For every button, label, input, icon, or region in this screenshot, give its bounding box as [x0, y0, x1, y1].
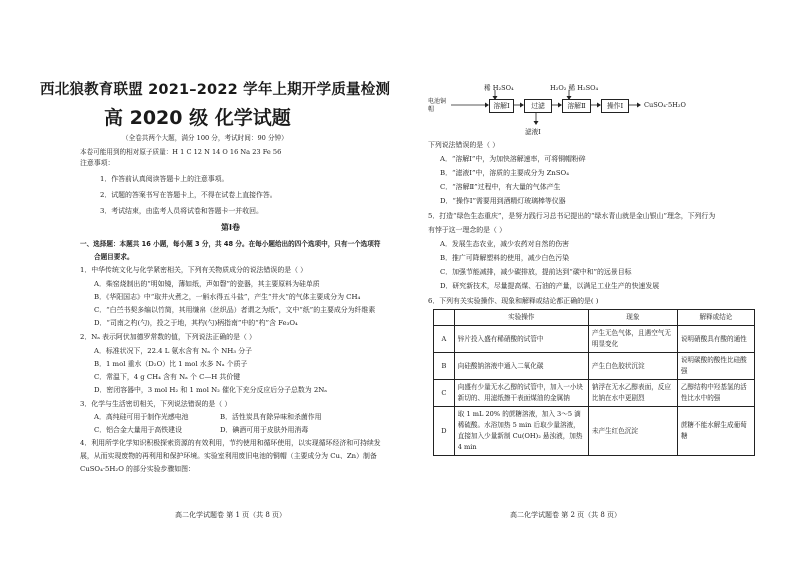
row-operation: 向盛有少量无水乙醇的试管中，加入一小块新切的、用滤纸擦干表面煤油的金属钠 — [454, 380, 588, 407]
table-row — [434, 380, 755, 407]
note-3: 3．考试结束，由监考人员将试卷和答题卡一并收回。 — [100, 207, 263, 215]
flow-product: CuSO₄·5H₂O — [644, 101, 686, 109]
q1-option-a: A．柴窑烧制出的“明如镜，薄如纸，声如磬”的瓷器，其主要原料为硅单质 — [94, 280, 320, 288]
q4-option-d: D．“操作Ⅰ”需要用到酒精灯玻璃棒等仪器 — [440, 197, 566, 205]
row-conclusion: 说明碳酸的酸性比硅酸强 — [677, 353, 754, 380]
page-footer: 高二化学试题卷 第 2 页（共 8 页） — [510, 511, 622, 519]
flow-box-dissolve-2: 溶解Ⅱ — [562, 99, 591, 113]
q6-stem: 6．下列有关实验操作、现象和解释或结论都正确的是( ) — [428, 297, 599, 305]
q4-stem-line2: 展，从而实现废物的再利用和保护环境。实验室利用废旧电池的铜帽（主要成分为 Cu、Zn）制备 — [80, 452, 377, 460]
flow-start: 电池铜帽 — [428, 98, 447, 113]
flow-top-label-2: H₂O₂ 稀 H₂SO₄ — [550, 84, 599, 92]
q3-stem: 3．化学与生活密切相关，下列说法错误的是（ ） — [80, 400, 232, 408]
flow-box-operation-1: 操作Ⅰ — [601, 99, 629, 113]
page-footer: 高二化学试题卷 第 1 页（共 8 页） — [175, 511, 287, 519]
q4-tail: 下列说法错误的是（ ） — [428, 141, 500, 149]
row-conclusion: 乙醇结构中羟基氢的活性比水中的强 — [677, 380, 754, 407]
q4-option-c: C．“溶解Ⅱ”过程中，有大量的气体产生 — [440, 183, 561, 191]
q2-stem: 2．Nₐ 表示阿伏加德罗常数的值，下列说法正确的是（ ） — [80, 333, 256, 341]
exam-title: 西北狼教育联盟 2021–2022 学年上期开学质量检测 — [40, 82, 391, 98]
q1-option-b: B．《华阳国志》中“取井火煮之，一斛水得五斗盐”，产生“井火”的气体主要成分为 CH₄ — [94, 293, 361, 301]
q1-stem: 1．中华传统文化与化学紧密相关，下列有关物质成分的说法错误的是（ ） — [80, 266, 308, 274]
q4-option-a: A．“溶解Ⅰ”中，为加快溶解速率，可将铜帽粉碎 — [440, 155, 586, 163]
q4-stem-line1: 4．利用所学化学知识积极探索资源的有效利用，节约使用和循环使用，以实现循环经济和可持续发 — [80, 439, 381, 447]
q3-option-c: C．铝合金大量用于高铁建设 — [94, 426, 182, 434]
table-header-row — [434, 310, 755, 326]
q3-option-a: A．高纯硅可用于制作光感电池 — [94, 413, 189, 421]
note-1: 1．作答前认真阅读答题卡上的注意事项。 — [100, 175, 229, 183]
q5-option-c: C．加强节能减排，减少碳排放，提前达到“碳中和”的远景目标 — [440, 268, 632, 276]
table-row — [434, 407, 755, 456]
q5-stem-line2: 有悖于这一理念的是（ ） — [428, 226, 506, 234]
q4-option-b: B．“滤液Ⅰ”中，溶质的主要成分为 ZnSO₄ — [440, 169, 569, 177]
row-phenomenon: 钠浮在无水乙醇表面，反应比钠在水中更剧烈 — [588, 380, 677, 407]
q5-option-b: B．推广可降解塑料的使用，减少白色污染 — [440, 254, 570, 262]
table-header-cell: 现象 — [588, 310, 677, 326]
exam-subtitle: （全卷共两个大题，满分 100 分，考试时间：90 分钟） — [122, 134, 288, 142]
note-2: 2．试题的答案书写在答题卡上，不得在试卷上直接作答。 — [100, 191, 277, 199]
row-operation: 取 1 mL 20% 的蔗糖溶液，加入 3～5 滴稀硫酸。水浴加热 5 min 后取少量溶液，直接加入少量新制 Cu(OH)₂ 悬浊液，加热 4 min — [454, 407, 588, 456]
right-page — [397, 0, 794, 561]
q3-option-b: B．活性炭具有除异味和杀菌作用 — [220, 413, 322, 421]
flow-filtrate: 滤液Ⅰ — [525, 128, 541, 136]
table-header-cell — [434, 310, 455, 326]
row-operation: 锌片投入盛有稀硝酸的试管中 — [454, 326, 588, 353]
q1-option-d: D．“司南之杓(勺)，投之于地，其杓(勺)柄指南”中的“杓”含 Fe₃O₄ — [94, 319, 298, 327]
q2-option-c: C．常温下，4 g CH₄ 含有 Nₐ 个 C—H 共价键 — [94, 373, 241, 381]
table-header-cell: 解释或结论 — [677, 310, 754, 326]
row-label: C — [434, 380, 455, 407]
row-label: A — [434, 326, 455, 353]
row-conclusion: 蔗糖不能水解生成葡萄糖 — [677, 407, 754, 456]
row-label: D — [434, 407, 455, 456]
experiment-table — [433, 309, 755, 456]
exam-subject-title: 高 2020 级 化学试题 — [104, 107, 291, 129]
q4-stem-line3: CuSO₄·5H₂O 的部分实验步骤如图： — [80, 465, 195, 473]
q3-option-d: D．碘酒可用于皮肤外用消毒 — [220, 426, 309, 434]
notes-heading: 注意事项： — [80, 159, 115, 167]
atomic-masses: 本卷可能用到的相对原子质量：H 1 C 12 N 14 O 16 Na 23 Fe 56 — [80, 148, 282, 156]
section-intro-line1: 一、选择题：本题共 16 小题，每小题 3 分，共 48 分。在每小题给出的四个选项中，只有一个选项符 — [80, 240, 381, 248]
q2-option-a: A．标准状况下，22.4 L 氨水含有 Nₐ 个 NH₃ 分子 — [94, 347, 252, 355]
row-conclusion: 说明硝酸具有酸的通性 — [677, 326, 754, 353]
row-phenomenon: 产生无色气体，且遇空气无明显变化 — [588, 326, 677, 353]
row-label: B — [434, 353, 455, 380]
flow-box-filter: 过滤 — [524, 99, 552, 113]
q5-option-d: D．研究新技术，尽量提高煤、石油的产量，以满足工业生产的快速发展 — [440, 282, 660, 290]
row-phenomenon: 未产生红色沉淀 — [588, 407, 677, 456]
flow-arrows — [397, 0, 794, 150]
section-intro-line2: 合题目要求。 — [94, 253, 134, 261]
table-row — [434, 353, 755, 380]
table-row — [434, 326, 755, 353]
table-header-cell: 实验操作 — [454, 310, 588, 326]
q1-option-c: C．“白苎书契多编以竹简，其用缣帛（丝织品）者谓之为纸”，文中“纸”的主要成分为纤维素 — [94, 306, 376, 314]
row-operation: 向硅酸钠溶液中通入二氧化碳 — [454, 353, 588, 380]
volume-label: 第Ⅰ卷 — [221, 223, 240, 232]
flow-box-dissolve-1: 溶解Ⅰ — [489, 99, 514, 113]
q5-stem-line1: 5．打造“绿色生态重庆”，是努力践行习总书记提出的“绿水青山就是金山银山”理念，下列行为 — [428, 212, 716, 220]
q2-option-d: D．密闭容器中，3 mol H₂ 和 1 mol N₂ 催化下充分反应后分子总数为 2Nₐ — [94, 386, 327, 394]
q5-option-a: A．发展生态农业，减少农药对自然的伤害 — [440, 240, 570, 248]
row-phenomenon: 产生白色胶状沉淀 — [588, 353, 677, 380]
q2-option-b: B．1 mol 重水（D₂O）比 1 mol 水多 Nₐ 个质子 — [94, 360, 248, 368]
flow-top-label-1: 稀 H₂SO₄ — [484, 84, 514, 92]
